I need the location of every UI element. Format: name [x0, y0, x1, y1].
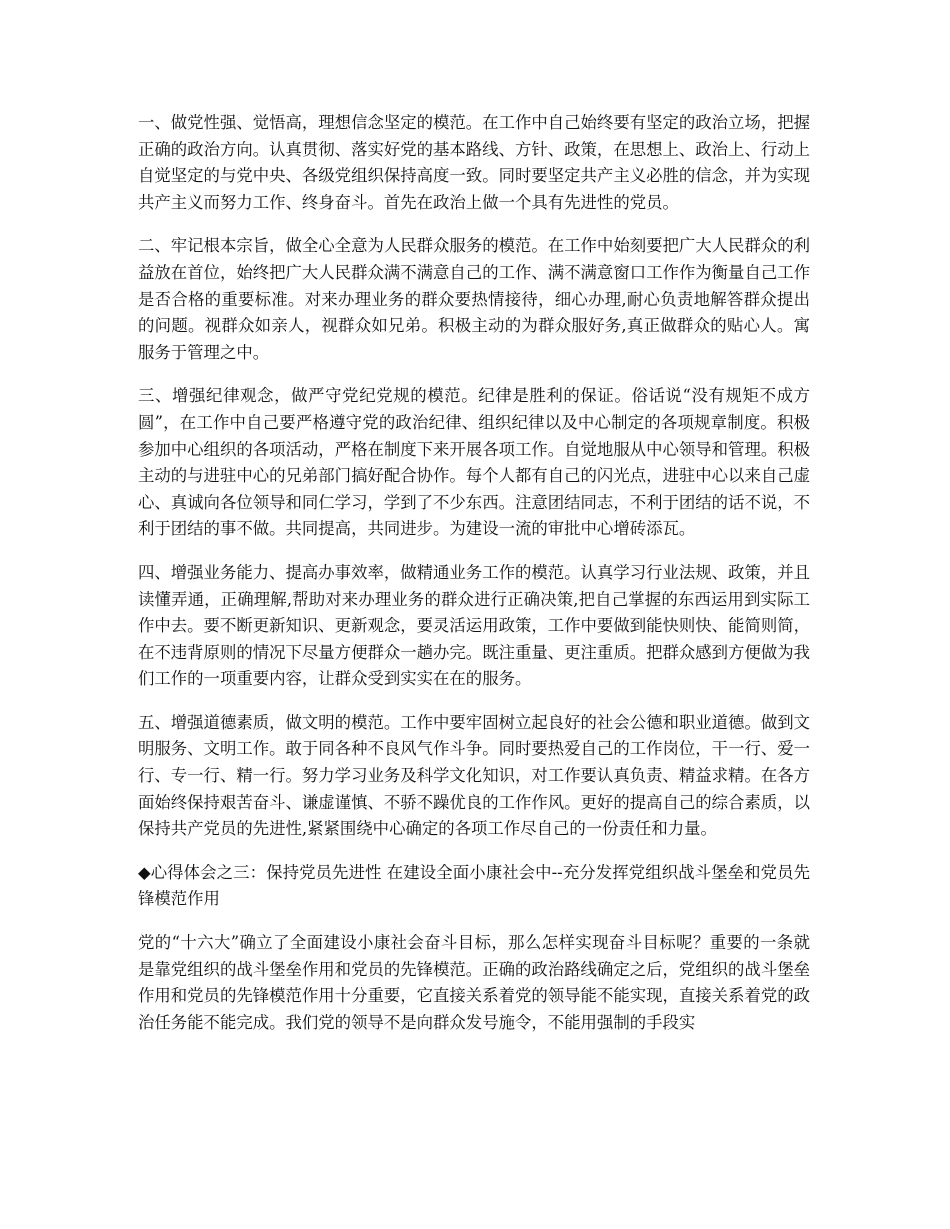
paragraph-5: 五、增强道德素质，做文明的模范。工作中要牢固树立起良好的社会公德和职业道德。做到文明服务、文明工作。敢于同各种不良风气作斗争。同时要热爱自己的工作岗位，干一行、爱一行、专一行、精一行。努力学习业务及科学文化知识，对工作要认真负责、精益求精。在各方面始终保持艰苦奋斗、谦虚谨慎、不骄不躁优良的工作作风。更好的提高自己的综合素质，以保持共产党员的先进性,紧紧围绕中心确定的各项工作尽自己的一份责任和力量。: [138, 712, 811, 839]
paragraph-1: 一、做党性强、觉悟高，理想信念坚定的模范。在工作中自己始终要有坚定的政治立场，把握正确的政治方向。认真贯彻、落实好党的基本路线、方针、政策，在思想上、政治上、行动上自觉坚定的与党中央、各级党组织保持高度一致。同时要坚定共产主义必胜的信念，并为实现共产主义而努力工作、终身奋斗。首先在政治上做一个具有先进性的党员。: [138, 113, 811, 212]
document-body: [138, 110, 810, 1053]
paragraph-4: 四、增强业务能力、提高办事效率，做精通业务工作的模范。认真学习行业法规、政策，并且读懂弄通，正确理解,帮助对来办理业务的群众进行正确决策,把自己掌握的东西运用到实际工作中去。要不断更新知识、更新观念，要灵活运用政策，工作中要做到能快则快、能简则简，在不违背原则的情况下尽量方便群众一趟办完。既注重量、更注重质。把群众感到方便做为我们工作的一项重要内容，让群众受到实实在在的服务。: [138, 562, 811, 689]
section-heading: ◆心得体会之三：保持党员先进性 在建设全面小康社会中--充分发挥党组织战斗堡垒和党员先锋模范作用: [138, 862, 810, 909]
paragraph-2: 二、牢记根本宗旨，做全心全意为人民群众服务的模范。在工作中始刻要把广大人民群众的利益放在首位，始终把广大人民群众满不满意自己的工作、满不满意窗口工作作为衡量自己工作是否合格的重要标准。对来办理业务的群众要热情接待，细心办理,耐心负责地解答群众提出的问题。视群众如亲人，视群众如兄弟。积极主动的为群众服好务,真正做群众的贴心人。寓服务于管理之中。: [138, 236, 811, 362]
paragraph-7: 党的“十六大”确立了全面建设小康社会奋斗目标，那么怎样实现奋斗目标呢？重要的一条就是靠党组织的战斗堡垒作用和党员的先锋模范。正确的政治路线确定之后，党组织的战斗堡垒作用和党员的先锋模范作用十分重要，它直接关系着党的领导能不能实现，直接关系着党的政治任务能不能完成。我们党的领导不是向群众发号施令，不能用强制的手段实: [138, 933, 811, 1032]
paragraph-3: 三、增强纪律观念，做严守党纪党规的模范。纪律是胜利的保证。俗话说“没有规矩不成方圆”，在工作中自己要严格遵守党的政治纪律、组织纪律以及中心制定的各项规章制度。积极参加中心组织的各项活动，严格在制度下来开展各项工作。自觉地服从中心领导和管理。积极主动的与进驻中心的兄弟部门搞好配合协作。每个人都有自己的闪光点，进驻中心以来自己虚心、真诚向各位领导和同仁学习，学到了不少东西。注意团结同志，不利于团结的话不说，不利于团结的事不做。共同提高，共同进步。为建设一流的审批中心增砖添瓦。: [138, 386, 811, 539]
